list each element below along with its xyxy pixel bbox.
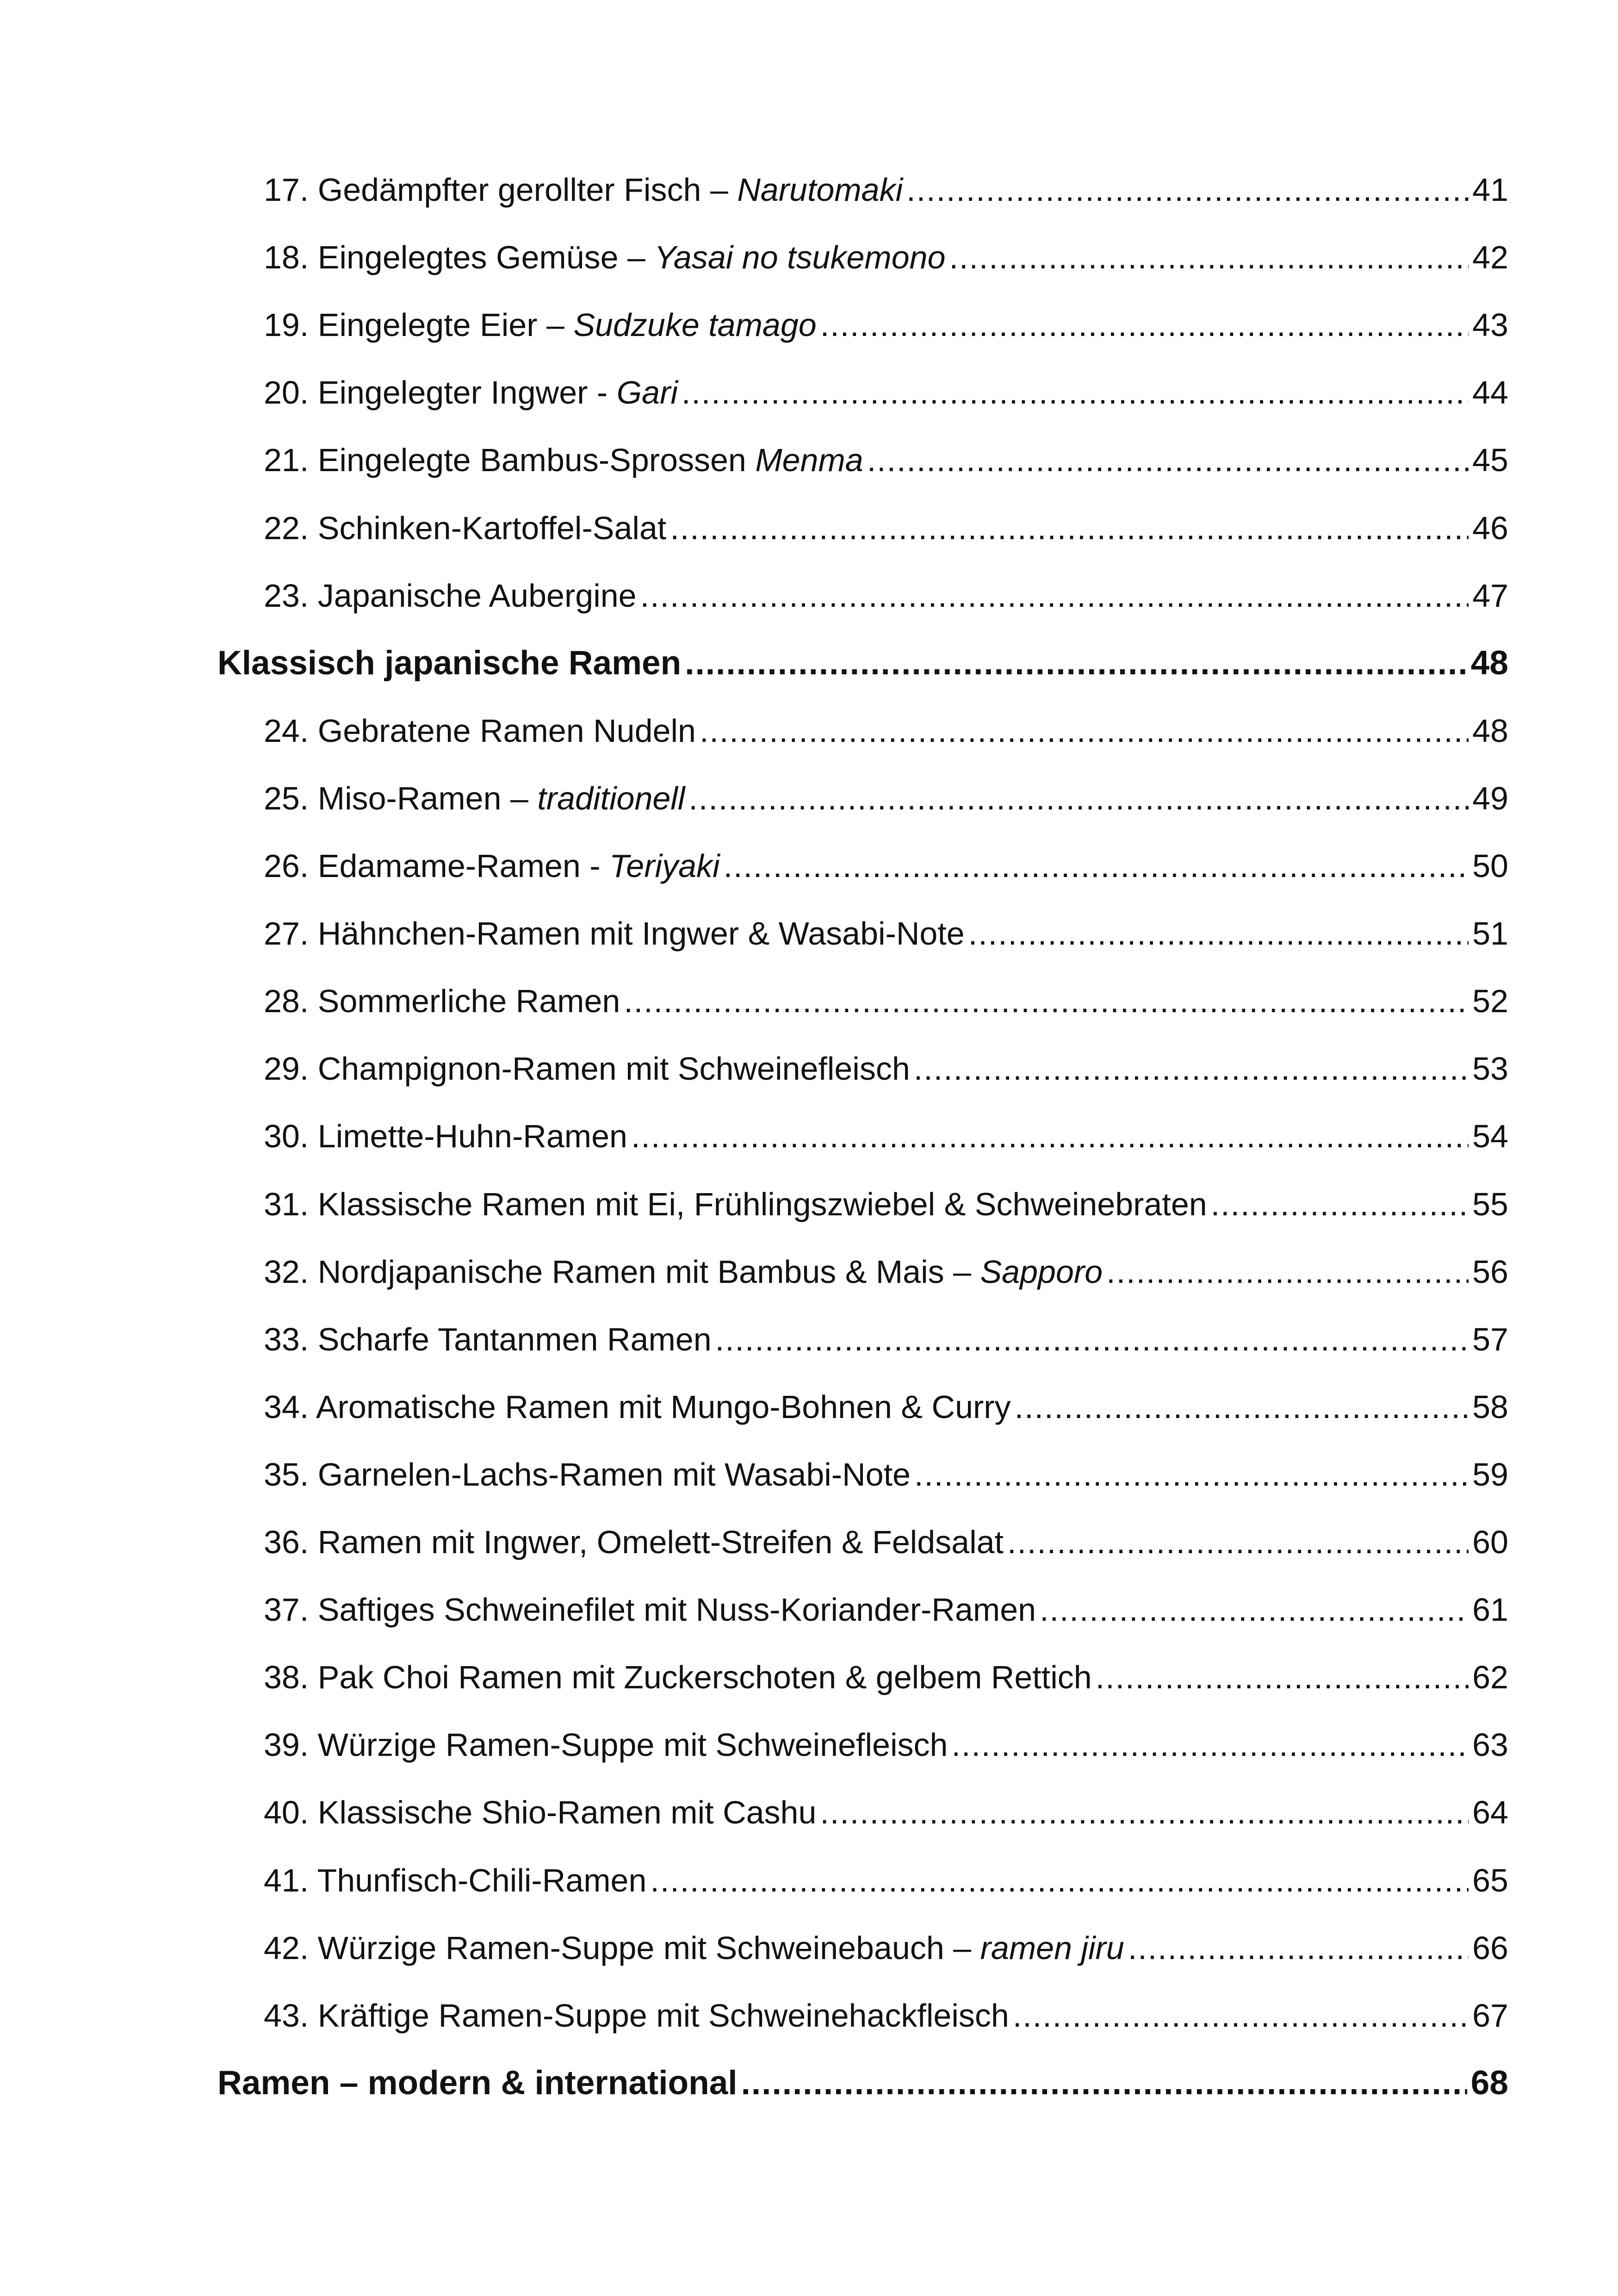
toc-entry-title-text: 28. Sommerliche Ramen xyxy=(264,983,620,1020)
dot-leader xyxy=(670,503,1469,554)
dot-leader xyxy=(1040,1584,1469,1635)
toc-entry-title-text: 24. Gebratene Ramen Nudeln xyxy=(264,712,696,749)
toc-page-number: 51 xyxy=(1472,915,1508,952)
toc-entry[interactable] xyxy=(264,705,1508,756)
toc-entry-japanese-name: ramen jiru xyxy=(980,1929,1124,1966)
toc-page-number: 49 xyxy=(1472,780,1508,816)
toc-entry[interactable] xyxy=(264,1179,1508,1230)
dot-leader xyxy=(820,1787,1469,1838)
toc-entry-title-text: 21. Eingelegte Bambus-Sprossen xyxy=(264,442,756,479)
toc-page-number: 60 xyxy=(1472,1524,1508,1560)
toc-entry-title xyxy=(264,1787,816,1838)
toc-entry[interactable] xyxy=(264,1584,1508,1635)
dot-leader xyxy=(1106,1246,1469,1297)
toc-page-number: 68 xyxy=(1470,2064,1508,2102)
toc-entry-title-text: 31. Klassische Ramen mit Ei, Frühlingszwiebel & Schweinebraten xyxy=(264,1186,1207,1222)
toc-entry-title-text: 38. Pak Choi Ramen mit Zuckerschoten & gelbem Rettich xyxy=(264,1659,1092,1696)
toc-entry-title xyxy=(264,1517,1004,1568)
toc-entry-title-text: 33. Scharfe Tantanmen Ramen xyxy=(264,1321,712,1357)
toc-entry-japanese-name: Teriyaki xyxy=(609,848,720,884)
toc-entry-title-text: 25. Miso-Ramen – xyxy=(264,780,538,816)
dot-leader xyxy=(914,1449,1469,1500)
dot-leader xyxy=(624,976,1469,1027)
toc-entry-title xyxy=(264,1584,1036,1635)
toc-page-number: 46 xyxy=(1472,510,1508,546)
toc-page-number: 50 xyxy=(1472,848,1508,884)
toc-entry[interactable] xyxy=(264,976,1508,1027)
toc-page-number: 66 xyxy=(1472,1929,1508,1966)
toc-page-number: 47 xyxy=(1472,577,1508,614)
toc-entry-title xyxy=(264,299,817,350)
toc-entry-japanese-name: Sapporo xyxy=(980,1253,1103,1290)
dot-leader xyxy=(682,367,1469,418)
toc-entry-title xyxy=(264,164,903,215)
toc-entry-title xyxy=(264,435,863,485)
toc-entry-title-text: 41. Thunfisch-Chili-Ramen xyxy=(264,1862,647,1898)
toc-page-number: 55 xyxy=(1472,1186,1508,1222)
toc-entry-title xyxy=(264,908,965,959)
toc-page-number: 56 xyxy=(1472,1253,1508,1290)
toc-entry-title xyxy=(264,1381,1011,1432)
toc-entry-title-text: 42. Würzige Ramen-Suppe mit Schweinebauch – xyxy=(264,1929,980,1966)
dot-leader xyxy=(724,840,1469,891)
toc-entry-title xyxy=(264,503,666,554)
dot-leader xyxy=(951,1719,1469,1770)
dot-leader xyxy=(688,773,1469,824)
toc-page-number: 57 xyxy=(1472,1321,1508,1357)
toc-entry[interactable] xyxy=(264,570,1508,621)
toc-entry[interactable] xyxy=(264,367,1508,418)
toc-entry-japanese-name: Sudzuke tamago xyxy=(573,307,817,343)
toc-page-number: 41 xyxy=(1472,172,1508,208)
toc-page-number: 53 xyxy=(1472,1051,1508,1087)
toc-section-heading[interactable] xyxy=(217,638,1508,689)
toc-entry[interactable] xyxy=(264,164,1508,215)
dot-leader xyxy=(1096,1652,1469,1703)
toc-page-number: 43 xyxy=(1472,307,1508,343)
toc-page-number: 54 xyxy=(1472,1118,1508,1155)
toc-entry-title-text: 40. Klassische Shio-Ramen mit Cashu xyxy=(264,1794,817,1831)
dot-leader xyxy=(631,1111,1469,1162)
toc-entry-title-text: 37. Saftiges Schweinefilet mit Nuss-Koriander-Ramen xyxy=(264,1592,1036,1628)
toc-page-number: 61 xyxy=(1472,1592,1508,1628)
toc-entry-japanese-name: Narutomaki xyxy=(737,172,903,208)
toc-entry-title-text: 22. Schinken-Kartoffel-Salat xyxy=(264,510,667,546)
toc-entry-title-text: 43. Kräftige Ramen-Suppe mit Schweinehackfleisch xyxy=(264,1997,1009,2034)
toc-entry-title-text: 27. Hähnchen-Ramen mit Ingwer & Wasabi-Note xyxy=(264,915,965,952)
toc-entry[interactable] xyxy=(264,1043,1508,1094)
toc-entry-title xyxy=(264,705,696,756)
toc-page-number: 62 xyxy=(1472,1659,1508,1696)
toc-page-number: 63 xyxy=(1472,1727,1508,1763)
toc-entry-title xyxy=(264,570,637,621)
toc-entry-title xyxy=(264,232,946,283)
toc-page-number: 44 xyxy=(1472,374,1508,411)
toc-entry[interactable] xyxy=(264,1314,1508,1365)
toc-entry[interactable] xyxy=(264,299,1508,350)
dot-leader xyxy=(1013,1990,1469,2041)
toc-page-number: 52 xyxy=(1472,983,1508,1020)
toc-entry-title-text: 19. Eingelegte Eier – xyxy=(264,307,574,343)
dot-leader xyxy=(1128,1923,1469,1973)
toc-entry[interactable] xyxy=(264,773,1508,824)
dot-leader xyxy=(715,1314,1469,1365)
toc-entry[interactable] xyxy=(264,503,1508,554)
toc-entry-japanese-name: Gari xyxy=(616,374,678,411)
dot-leader xyxy=(906,164,1469,215)
dot-leader xyxy=(650,1855,1469,1906)
toc-page-number: 48 xyxy=(1472,712,1508,749)
toc-entry-title xyxy=(217,638,681,689)
toc-entry[interactable] xyxy=(264,908,1508,959)
toc-entry-title-text: 26. Edamame-Ramen - xyxy=(264,848,609,884)
toc-entry[interactable] xyxy=(264,435,1508,485)
toc-entry-title xyxy=(264,1990,1009,2041)
toc-entry-title xyxy=(264,1855,646,1906)
toc-entry[interactable] xyxy=(264,1517,1508,1568)
toc-section-heading[interactable] xyxy=(217,2058,1508,2109)
toc-entry-title-text: 39. Würzige Ramen-Suppe mit Schweinefleisch xyxy=(264,1727,948,1763)
toc-page-number: 45 xyxy=(1472,442,1508,479)
toc-entry-title-text: 23. Japanische Aubergine xyxy=(264,577,637,614)
dot-leader xyxy=(741,2058,1467,2109)
dot-leader xyxy=(1007,1517,1469,1568)
dot-leader xyxy=(820,299,1469,350)
toc-entry[interactable] xyxy=(264,1719,1508,1770)
toc-entry[interactable] xyxy=(264,1990,1508,2041)
toc-entry-title xyxy=(264,840,720,891)
toc-page-number: 65 xyxy=(1472,1862,1508,1898)
toc-entry-title xyxy=(264,1652,1092,1703)
toc-page-number: 59 xyxy=(1472,1456,1508,1493)
toc-entry-title-text: 32. Nordjapanische Ramen mit Bambus & Mais – xyxy=(264,1253,980,1290)
toc-entry-title-text: 20. Eingelegter Ingwer - xyxy=(264,374,617,411)
toc-entry[interactable] xyxy=(264,1787,1508,1838)
toc-entry-title xyxy=(264,1043,910,1094)
dot-leader xyxy=(700,705,1469,756)
toc-entry[interactable] xyxy=(264,1923,1508,1973)
dot-leader xyxy=(914,1043,1469,1094)
dot-leader xyxy=(640,570,1469,621)
dot-leader xyxy=(949,232,1469,283)
toc-entry-title xyxy=(264,1449,911,1500)
toc-entry-title xyxy=(264,1719,948,1770)
toc-entry-title-text: Klassisch japanische Ramen xyxy=(217,644,682,682)
toc-entry-title xyxy=(264,976,620,1027)
toc-entry-title-text: 36. Ramen mit Ingwer, Omelett-Streifen & Feldsalat xyxy=(264,1524,1004,1560)
toc-entry-title-text: 18. Eingelegtes Gemüse – xyxy=(264,239,655,276)
dot-leader xyxy=(867,435,1469,485)
toc-entry-title xyxy=(264,1179,1207,1230)
dot-leader xyxy=(1211,1179,1469,1230)
toc-entry[interactable] xyxy=(264,1381,1508,1432)
toc-entry[interactable] xyxy=(264,840,1508,891)
toc-entry-title xyxy=(217,2058,738,2109)
toc-entry[interactable] xyxy=(264,1246,1508,1297)
toc-entry-title-text: 29. Champignon-Ramen mit Schweinefleisch xyxy=(264,1051,910,1087)
dot-leader xyxy=(1015,1381,1469,1432)
toc-entry-japanese-name: Menma xyxy=(755,442,863,479)
toc-entry[interactable] xyxy=(264,1449,1508,1500)
toc-page-number: 67 xyxy=(1472,1997,1508,2034)
dot-leader xyxy=(968,908,1469,959)
toc-entry-title-text: 30. Limette-Huhn-Ramen xyxy=(264,1118,627,1155)
toc-entry-title-text: 34. Aromatische Ramen mit Mungo-Bohnen & Curry xyxy=(264,1388,1011,1425)
toc-entry-title xyxy=(264,1314,712,1365)
toc-entry-title-text: 17. Gedämpfter gerollter Fisch – xyxy=(264,172,738,208)
toc-page-number: 64 xyxy=(1472,1794,1508,1831)
toc-entry-title-text: 35. Garnelen-Lachs-Ramen mit Wasabi-Note xyxy=(264,1456,911,1493)
toc-entry[interactable] xyxy=(264,1652,1508,1703)
toc-page-number: 42 xyxy=(1472,239,1508,276)
toc-entry[interactable] xyxy=(264,1855,1508,1906)
toc-entry-title xyxy=(264,1246,1103,1297)
toc-entry-title xyxy=(264,1923,1124,1973)
toc-entry-title xyxy=(264,1111,627,1162)
toc-entry-japanese-name: Yasai no tsukemono xyxy=(654,239,946,276)
toc-entry-title-text: Ramen – modern & international xyxy=(217,2064,738,2102)
toc-entry[interactable] xyxy=(264,1111,1508,1162)
toc-page-number: 58 xyxy=(1472,1388,1508,1425)
toc-page-number: 48 xyxy=(1470,644,1508,682)
toc-entry-japanese-name: traditionell xyxy=(537,780,685,816)
toc-entry-title xyxy=(264,773,685,824)
dot-leader xyxy=(685,638,1467,689)
toc-entry[interactable] xyxy=(264,232,1508,283)
toc-entry-title xyxy=(264,367,678,418)
